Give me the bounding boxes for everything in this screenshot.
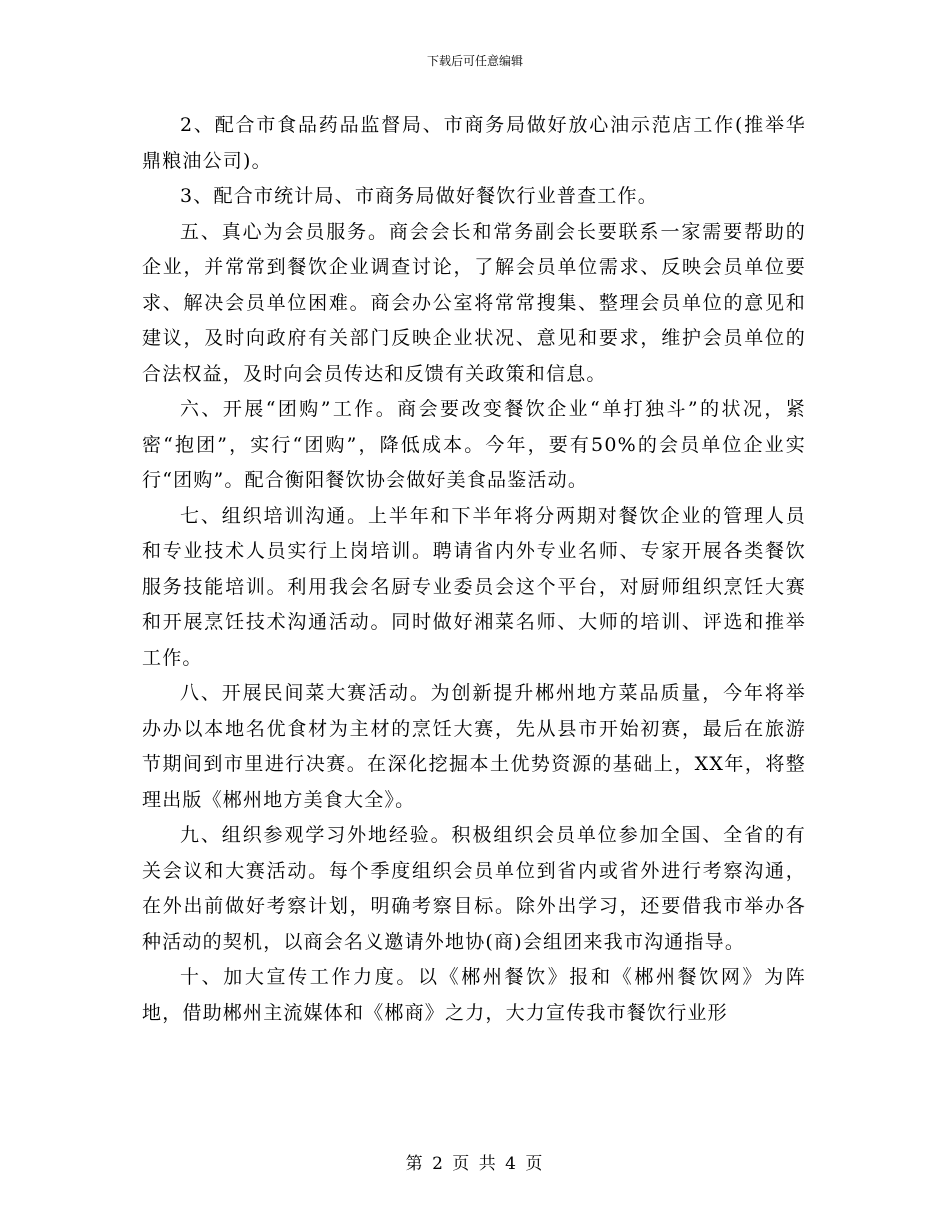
paragraph-3: 五、真心为会员服务。商会会长和常务副会长要联系一家需要帮助的企业，并常常到餐饮企业调查讨论，了解会员单位需求、反映会员单位要求、解决会员单位困难。商会办公室将常常搜集、整理会员单位的意见和建议，及时向政府有关部门反映企业状况、意见和要求，维护会员单位的合法权益，及时向会员传达和反馈有关政策和信息。 (142, 220, 806, 385)
paragraph-4: 六、开展“团购”工作。商会要改变餐饮企业“单打独斗”的状况，紧密“抱团”，实行“团购”，降低成本。今年，要有50%的会员单位企业实行“团购”。配合衡阳餐饮协会做好美食品鉴活动。 (142, 398, 806, 491)
paragraph-1: 2、配合市食品药品监督局、市商务局做好放心油示范店工作(推举华鼎粮油公司)。 (142, 114, 806, 172)
paragraph-8: 十、加大宣传工作力度。以《郴州餐饮》报和《郴州餐饮网》为阵地，借助郴州主流媒体和《郴商》之力，大力宣传我市餐饮行业形 (142, 966, 806, 1024)
document-body (142, 108, 806, 1031)
paragraph-2: 3、配合市统计局、市商务局做好餐饮行业普查工作。 (180, 185, 658, 207)
page-footer: 第 2 页 共 4 页 (405, 1154, 545, 1174)
paragraph-7: 九、组织参观学习外地经验。积极组织会员单位参加全国、全省的有关会议和大赛活动。每个季度组织会员单位到省内或省外进行考察沟通，在外出前做好考察计划，明确考察目标。除外出学习，还要借我市举办各种活动的契机，以商会名义邀请外地协(商)会组团来我市沟通指导。 (142, 824, 806, 953)
paragraph-6: 八、开展民间菜大赛活动。为创新提升郴州地方菜品质量，今年将举办办以本地名优食材为主材的烹饪大赛，先从县市开始初赛，最后在旅游节期间到市里进行决赛。在深化挖掘本土优势资源的基础上，XX年，将整理出版《郴州地方美食大全》。 (142, 682, 806, 811)
page-header: 下载后可任意编辑 (426, 54, 523, 68)
paragraph-5: 七、组织培训沟通。上半年和下半年将分两期对餐饮企业的管理人员和专业技术人员实行上岗培训。聘请省内外专业名师、专家开展各类餐饮服务技能培训。利用我会名厨专业委员会这个平台，对厨师组织烹饪大赛和开展烹饪技术沟通活动。同时做好湘菜名师、大师的培训、评选和推举工作。 (142, 504, 806, 669)
